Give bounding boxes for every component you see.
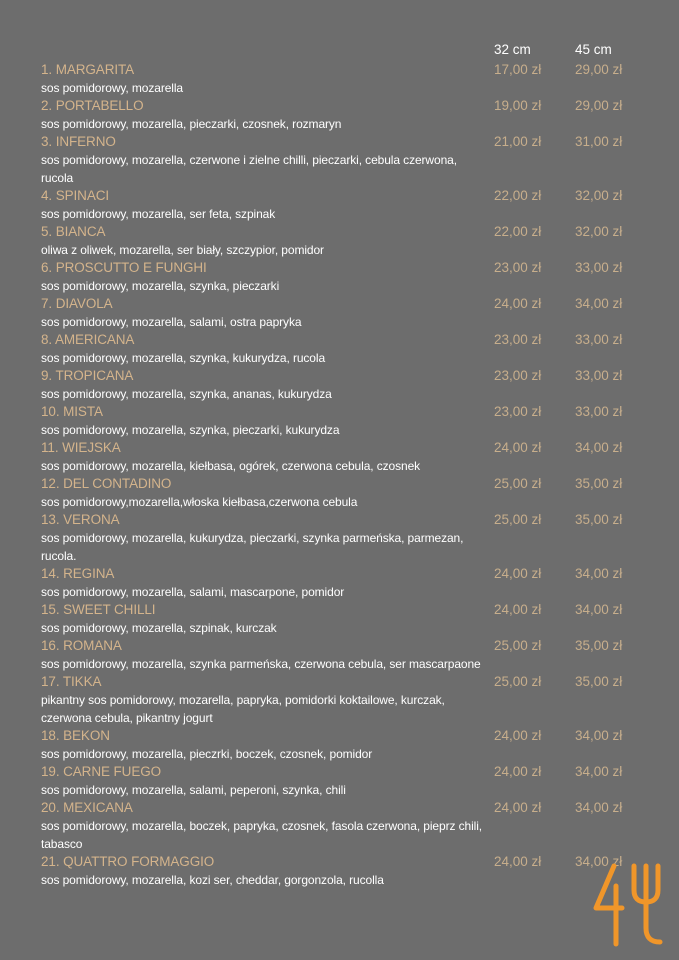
menu-item: [41, 61, 641, 97]
size-32-label: 32 cm: [494, 42, 531, 57]
menu-item-name: 21. QUATTRO FORMAGGIO: [41, 854, 215, 869]
menu-item: [41, 853, 641, 889]
menu-item-ingredients: sos pomidorowy, mozarella, szynka, pieczarki: [41, 279, 280, 293]
menu-item: [41, 601, 641, 637]
pizza-menu-list: [41, 61, 641, 889]
menu-item-header: [41, 187, 641, 205]
menu-item-name: 1. MARGARITA: [41, 62, 135, 77]
menu-item: [41, 133, 641, 187]
price-32: 22,00 zł: [494, 188, 542, 203]
menu-item-ingredients: oliwa z oliwek, mozarella, ser biały, szczypior, pomidor: [41, 243, 324, 257]
price-32: 24,00 zł: [494, 800, 542, 815]
price-45: 34,00 zł: [575, 764, 623, 779]
menu-item-header: [41, 223, 641, 241]
price-32: 25,00 zł: [494, 476, 542, 491]
price-45: 34,00 zł: [575, 854, 623, 869]
menu-item-header: [41, 637, 641, 655]
menu-item-header: [41, 601, 641, 619]
menu-item: [41, 367, 641, 403]
price-32: 17,00 zł: [494, 62, 542, 77]
price-45: 33,00 zł: [575, 260, 623, 275]
price-45: 34,00 zł: [575, 800, 623, 815]
price-32: 24,00 zł: [494, 602, 542, 617]
fork-4-logo-icon: [588, 856, 666, 948]
menu-item-ingredients: sos pomidorowy, mozarella, szynka parmeńska, czerwona cebula, ser mascarpaone: [41, 657, 481, 671]
price-45: 35,00 zł: [575, 674, 623, 689]
menu-item-name: 20. MEXICANA: [41, 800, 133, 815]
menu-item: [41, 475, 641, 511]
price-32: 25,00 zł: [494, 674, 542, 689]
price-32: 22,00 zł: [494, 224, 542, 239]
menu-item-ingredients: sos pomidorowy, mozarella: [41, 81, 183, 95]
menu-item-name: 14. REGINA: [41, 566, 115, 581]
menu-item-ingredients: sos pomidorowy, mozarella, ser feta, szpinak: [41, 207, 276, 221]
menu-item: [41, 511, 641, 565]
price-45: 35,00 zł: [575, 512, 623, 527]
menu-item-header: [41, 799, 641, 817]
menu-item-name: 13. VERONA: [41, 512, 120, 527]
menu-item: [41, 331, 641, 367]
menu-item-header: [41, 673, 641, 691]
menu-item-header: [41, 403, 641, 421]
price-32: 24,00 zł: [494, 854, 542, 869]
menu-item-header: [41, 475, 641, 493]
menu-item-header: [41, 439, 641, 457]
price-45: 31,00 zł: [575, 134, 623, 149]
menu-item-ingredients: sos pomidorowy, mozarella, pieczrki, boczek, czosnek, pomidor: [41, 747, 373, 761]
menu-item-name: 6. PROSCUTTO E FUNGHI: [41, 260, 207, 275]
price-32: 24,00 zł: [494, 728, 542, 743]
menu-item: [41, 673, 641, 727]
price-45: 34,00 zł: [575, 566, 623, 581]
menu-item-name: 18. BEKON: [41, 728, 110, 743]
price-45: 34,00 zł: [575, 728, 623, 743]
price-45: 33,00 zł: [575, 332, 623, 347]
price-45: 34,00 zł: [575, 296, 623, 311]
price-32: 23,00 zł: [494, 404, 542, 419]
menu-item-ingredients: sos pomidorowy, mozarella, boczek, papryka, czosnek, fasola czerwona, pieprz chili, tabasco: [41, 819, 483, 851]
menu-item: [41, 763, 641, 799]
menu-item-name: 3. INFERNO: [41, 134, 116, 149]
menu-item-name: 16. ROMANA: [41, 638, 122, 653]
menu-item-ingredients: sos pomidorowy, mozarella, szynka, ananas, kukurydza: [41, 387, 332, 401]
menu-item-header: [41, 763, 641, 781]
menu-item-name: 8. AMERICANA: [41, 332, 135, 347]
menu-item-name: 11. WIEJSKA: [41, 440, 121, 455]
size-45-label: 45 cm: [575, 42, 612, 57]
menu-item-ingredients: sos pomidorowy, mozarella, pieczarki, czosnek, rozmaryn: [41, 117, 342, 131]
price-32: 24,00 zł: [494, 440, 542, 455]
menu-item: [41, 637, 641, 673]
size-header: [0, 42, 679, 60]
menu-item-header: [41, 853, 641, 871]
price-32: 23,00 zł: [494, 368, 542, 383]
menu-item-name: 17. TIKKA: [41, 674, 102, 689]
menu-item-ingredients: sos pomidorowy, mozarella, salami, ostra papryka: [41, 315, 302, 329]
menu-item: [41, 565, 641, 601]
menu-item-ingredients: sos pomidorowy, mozarella, szpinak, kurczak: [41, 621, 277, 635]
menu-item: [41, 727, 641, 763]
price-32: 25,00 zł: [494, 512, 542, 527]
price-45: 34,00 zł: [575, 440, 623, 455]
menu-item-ingredients: sos pomidorowy, mozarella, kozi ser, cheddar, gorgonzola, rucolla: [41, 873, 384, 887]
price-32: 23,00 zł: [494, 260, 542, 275]
price-45: 32,00 zł: [575, 224, 623, 239]
price-45: 32,00 zł: [575, 188, 623, 203]
menu-item-ingredients: sos pomidorowy, mozarella, szynka, pieczarki, kukurydza: [41, 423, 340, 437]
menu-item-name: 10. MISTA: [41, 404, 103, 419]
menu-item-name: 15. SWEET CHILLI: [41, 602, 156, 617]
menu-item-name: 9. TROPICANA: [41, 368, 134, 383]
menu-item: [41, 403, 641, 439]
price-45: 34,00 zł: [575, 602, 623, 617]
menu-item-ingredients: sos pomidorowy, mozarella, salami, peperoni, szynka, chili: [41, 783, 346, 797]
menu-item: [41, 799, 641, 853]
menu-item-header: [41, 331, 641, 349]
price-32: 23,00 zł: [494, 332, 542, 347]
menu-item-ingredients: pikantny sos pomidorowy, mozarella, papryka, pomidorki koktailowe, kurczak, czerwona cebula, pikantny jogurt: [41, 693, 445, 725]
price-32: 24,00 zł: [494, 566, 542, 581]
menu-item-header: [41, 259, 641, 277]
menu-item-name: 19. CARNE FUEGO: [41, 764, 162, 779]
price-32: 19,00 zł: [494, 98, 542, 113]
price-45: 33,00 zł: [575, 404, 623, 419]
price-45: 35,00 zł: [575, 476, 623, 491]
price-32: 24,00 zł: [494, 764, 542, 779]
price-32: 25,00 zł: [494, 638, 542, 653]
price-45: 29,00 zł: [575, 62, 623, 77]
menu-item-name: 2. PORTABELLO: [41, 98, 144, 113]
menu-item-header: [41, 61, 641, 79]
menu-item-header: [41, 97, 641, 115]
menu-item-name: 12. DEL CONTADINO: [41, 476, 172, 491]
menu-item: [41, 97, 641, 133]
menu-item-ingredients: sos pomidorowy, mozarella, kukurydza, pieczarki, szynka parmeńska, parmezan, rucola.: [41, 531, 464, 563]
price-32: 24,00 zł: [494, 296, 542, 311]
menu-item-header: [41, 565, 641, 583]
menu-item-name: 4. SPINACI: [41, 188, 110, 203]
price-45: 29,00 zł: [575, 98, 623, 113]
menu-item: [41, 259, 641, 295]
price-45: 35,00 zł: [575, 638, 623, 653]
price-45: 33,00 zł: [575, 368, 623, 383]
menu-item-ingredients: sos pomidorowy, mozarella, salami, mascarpone, pomidor: [41, 585, 345, 599]
menu-item-name: 5. BIANCA: [41, 224, 106, 239]
menu-item-name: 7. DIAVOLA: [41, 296, 113, 311]
menu-item-ingredients: sos pomidorowy, mozarella, kiełbasa, ogórek, czerwona cebula, czosnek: [41, 459, 421, 473]
menu-item: [41, 439, 641, 475]
menu-item-ingredients: sos pomidorowy, mozarella, czerwone i zielne chilli, pieczarki, cebula czerwona, rucola: [41, 153, 457, 185]
menu-item-ingredients: sos pomidorowy,mozarella,włoska kiełbasa,czerwona cebula: [41, 495, 358, 509]
menu-item: [41, 295, 641, 331]
menu-item-ingredients: sos pomidorowy, mozarella, szynka, kukurydza, rucola: [41, 351, 326, 365]
menu-item-header: [41, 295, 641, 313]
menu-item: [41, 223, 641, 259]
menu-item-header: [41, 727, 641, 745]
menu-item-header: [41, 133, 641, 151]
menu-item: [41, 187, 641, 223]
menu-item-header: [41, 367, 641, 385]
price-32: 21,00 zł: [494, 134, 542, 149]
menu-item-header: [41, 511, 641, 529]
